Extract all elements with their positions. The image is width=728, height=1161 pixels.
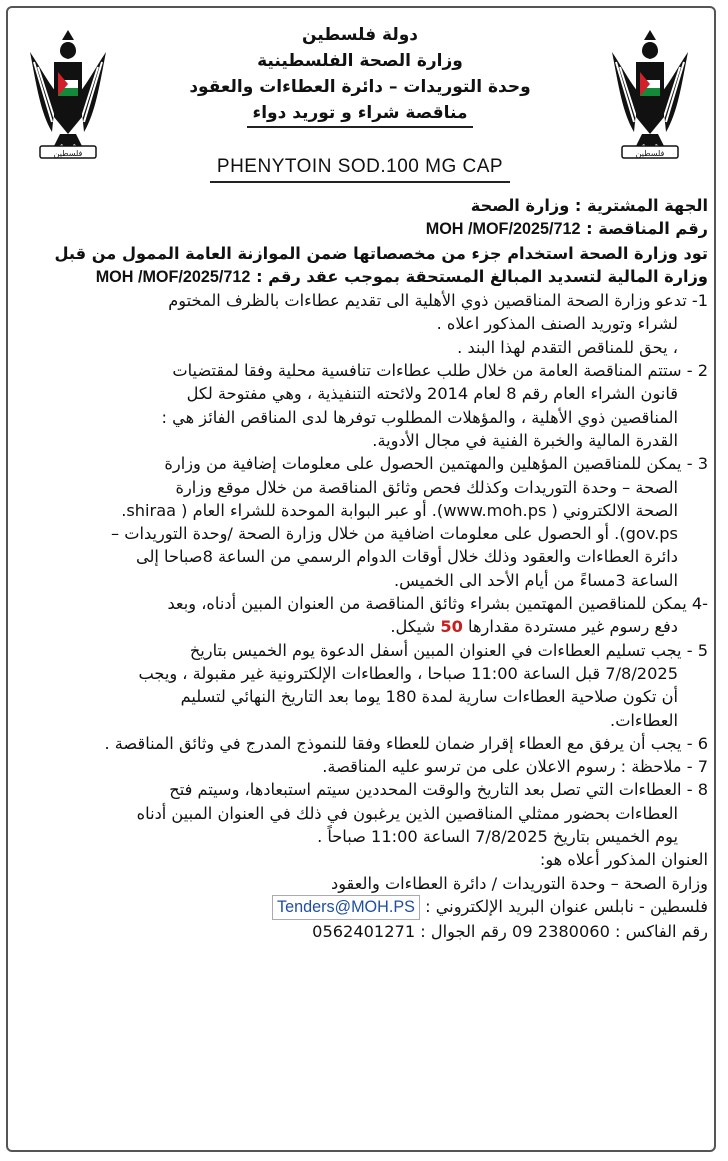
item-2-line-2: قانون الشراء العام رقم 8 لعام 2014 ولائحته التنفيذية ، وهي مفتوحة لكل: [186, 384, 678, 404]
tender-number-label: رقم المناقصة :: [586, 219, 708, 239]
item-2-line-1: 2 - ستتم المناقصة العامة من خلال طلب عطاءات تنافسية محلية وفقا لمقتضيات: [172, 361, 708, 381]
funding-line-1: تود وزارة الصحة استخدام جزء من مخصصاتها ضمن الموازنة العامة الممول من قبل: [54, 243, 708, 263]
item-2-line-3: المناقصين ذوي الأهلية ، والمؤهلات المطلوب توفرها لدى المناقص الفائز هي :: [161, 407, 678, 427]
item-1-line-2: لشراء وتوريد الصنف المذكور اعلاه .: [436, 314, 678, 334]
city-email-label: فلسطين - نابلس عنوان البريد الإلكتروني :: [425, 896, 708, 916]
palestine-eagle-emblem-left: [22, 22, 114, 162]
department-name: وحدة التوريدات – دائرة العطاءات والعقود: [189, 77, 531, 97]
item-8-line-3: يوم الخميس بتاريخ 7/8/2025 الساعة 11:00 صباحاً .: [317, 827, 678, 847]
tender-title: مناقصة شراء و توريد دواء: [247, 100, 474, 128]
item-3-line-5: دائرة العطاءات والعقود وذلك خلال أوقات الدوام الرسمي من الساعة 8صباحا إلى: [135, 547, 678, 567]
item-4-fee-amount: 50: [440, 617, 463, 637]
item-2-line-4: القدرة المالية والخبرة الفنية في مجال الأدوية.: [372, 430, 678, 450]
item-5-line-3: أن تكون صلاحية العطاءات سارية لمدة 180 يوما بعد التاريخ النهائي لتسليم: [180, 687, 678, 707]
item-1-line-1: 1- تدعو وزارة الصحة المناقصين ذوي الأهلية الى تقديم عطاءات بالظرف المختوم: [168, 291, 708, 311]
address-title: العنوان المذكور أعلاه هو:: [539, 850, 708, 870]
email-link[interactable]: Tenders@MOH.PS: [272, 895, 420, 920]
tender-number-line: [20, 217, 708, 241]
item-3-line-2: الصحة – وحدة التوريدات وكذلك فحص وثائق المناقصة من خلال موقع وزارة: [175, 477, 678, 497]
funding-line-2: [20, 265, 708, 289]
emblem-caption-right: فلسطين: [635, 149, 665, 158]
state-name: دولة فلسطين: [301, 25, 419, 45]
tender-number: MOH /MOF/2025/712: [425, 220, 581, 239]
palestine-eagle-emblem-right: [604, 22, 696, 162]
funding-contract-number: MOH /MOF/2025/712: [95, 267, 251, 286]
item-4-line-2: [20, 615, 708, 638]
item-7: 7 - ملاحظة : رسوم الاعلان على من ترسو عليه المناقصة.: [322, 757, 708, 777]
item-4-fee-suffix: شيكل.: [390, 617, 436, 637]
item-8-line-2: العطاءات بحضور ممثلي المناقصين الذين يرغبون في ذلك في العنوان المبين أدناه: [136, 803, 678, 823]
ministry-name: وزارة الصحة الفلسطينية: [257, 51, 463, 71]
item-3-line-6: الساعة 3مساءً من أيام الأحد الى الخميس.: [393, 570, 678, 590]
product-name: PHENYTOIN SOD.100 MG CAP: [210, 156, 510, 183]
item-3-line-4: gov.ps). أو الحصول على معلومات اضافية من خلال وزارة الصحة /وحدة التوريدات –: [111, 524, 678, 544]
item-3-line-1: 3 - يمكن للمناقصين المؤهلين والمهتمين الحصول على معلومات إضافية من وزارة: [164, 454, 708, 474]
item-1-line-3: ، يحق للمناقص التقدم لهذا البند .: [457, 337, 678, 357]
buyer-line: الجهة المشترية : وزارة الصحة: [470, 196, 708, 215]
item-5-line-4: العطاءات.: [610, 710, 678, 730]
item-5-line-1: 5 - يجب تسليم العطاءات في العنوان المبين أسفل الدعوة يوم الخميس بتاريخ: [189, 640, 708, 660]
letterhead: [130, 22, 590, 128]
address-line: وزارة الصحة – وحدة التوريدات / دائرة العطاءات والعقود: [330, 873, 708, 893]
item-8-line-1: 8 - العطاءات التي تصل بعد التاريخ والوقت المحددين سيتم استبعادها، وسيتم فتح: [169, 780, 708, 800]
item-3-line-3: الصحة الالكتروني ( www.moh.ps). أو عبر البوابة الموحدة للشراء العام ( shiraa.: [121, 500, 678, 520]
emblem-caption-left: فلسطين: [53, 149, 83, 158]
contact-line: رقم الفاكس : 2380060 09 رقم الجوال : 0562401271: [312, 922, 708, 942]
item-4-line-1: -4 يمكن للمناقصين المهتمين بشراء وثائق المناقصة من العنوان المبين أدناه، وبعد: [167, 594, 708, 614]
item-6: 6 - يجب أن يرفق مع العطاء إقرار ضمان للعطاء وفقا للنموذج المدرج في وثائق المناقصة .: [104, 733, 708, 753]
item-4-fee-prefix: دفع رسوم غير مستردة مقدارها: [468, 617, 678, 637]
item-5-line-2: 7/8/2025 قبل الساعة 11:00 صباحا ، والعطاءات الإلكترونية غير مقبولة ، ويجب: [138, 663, 678, 683]
city-email-line: [20, 895, 708, 920]
funding-contract-label: وزارة المالية لتسديد المبالغ المستحقة بموجب عقد رقم :: [256, 266, 708, 286]
announcement-body: [20, 194, 708, 944]
